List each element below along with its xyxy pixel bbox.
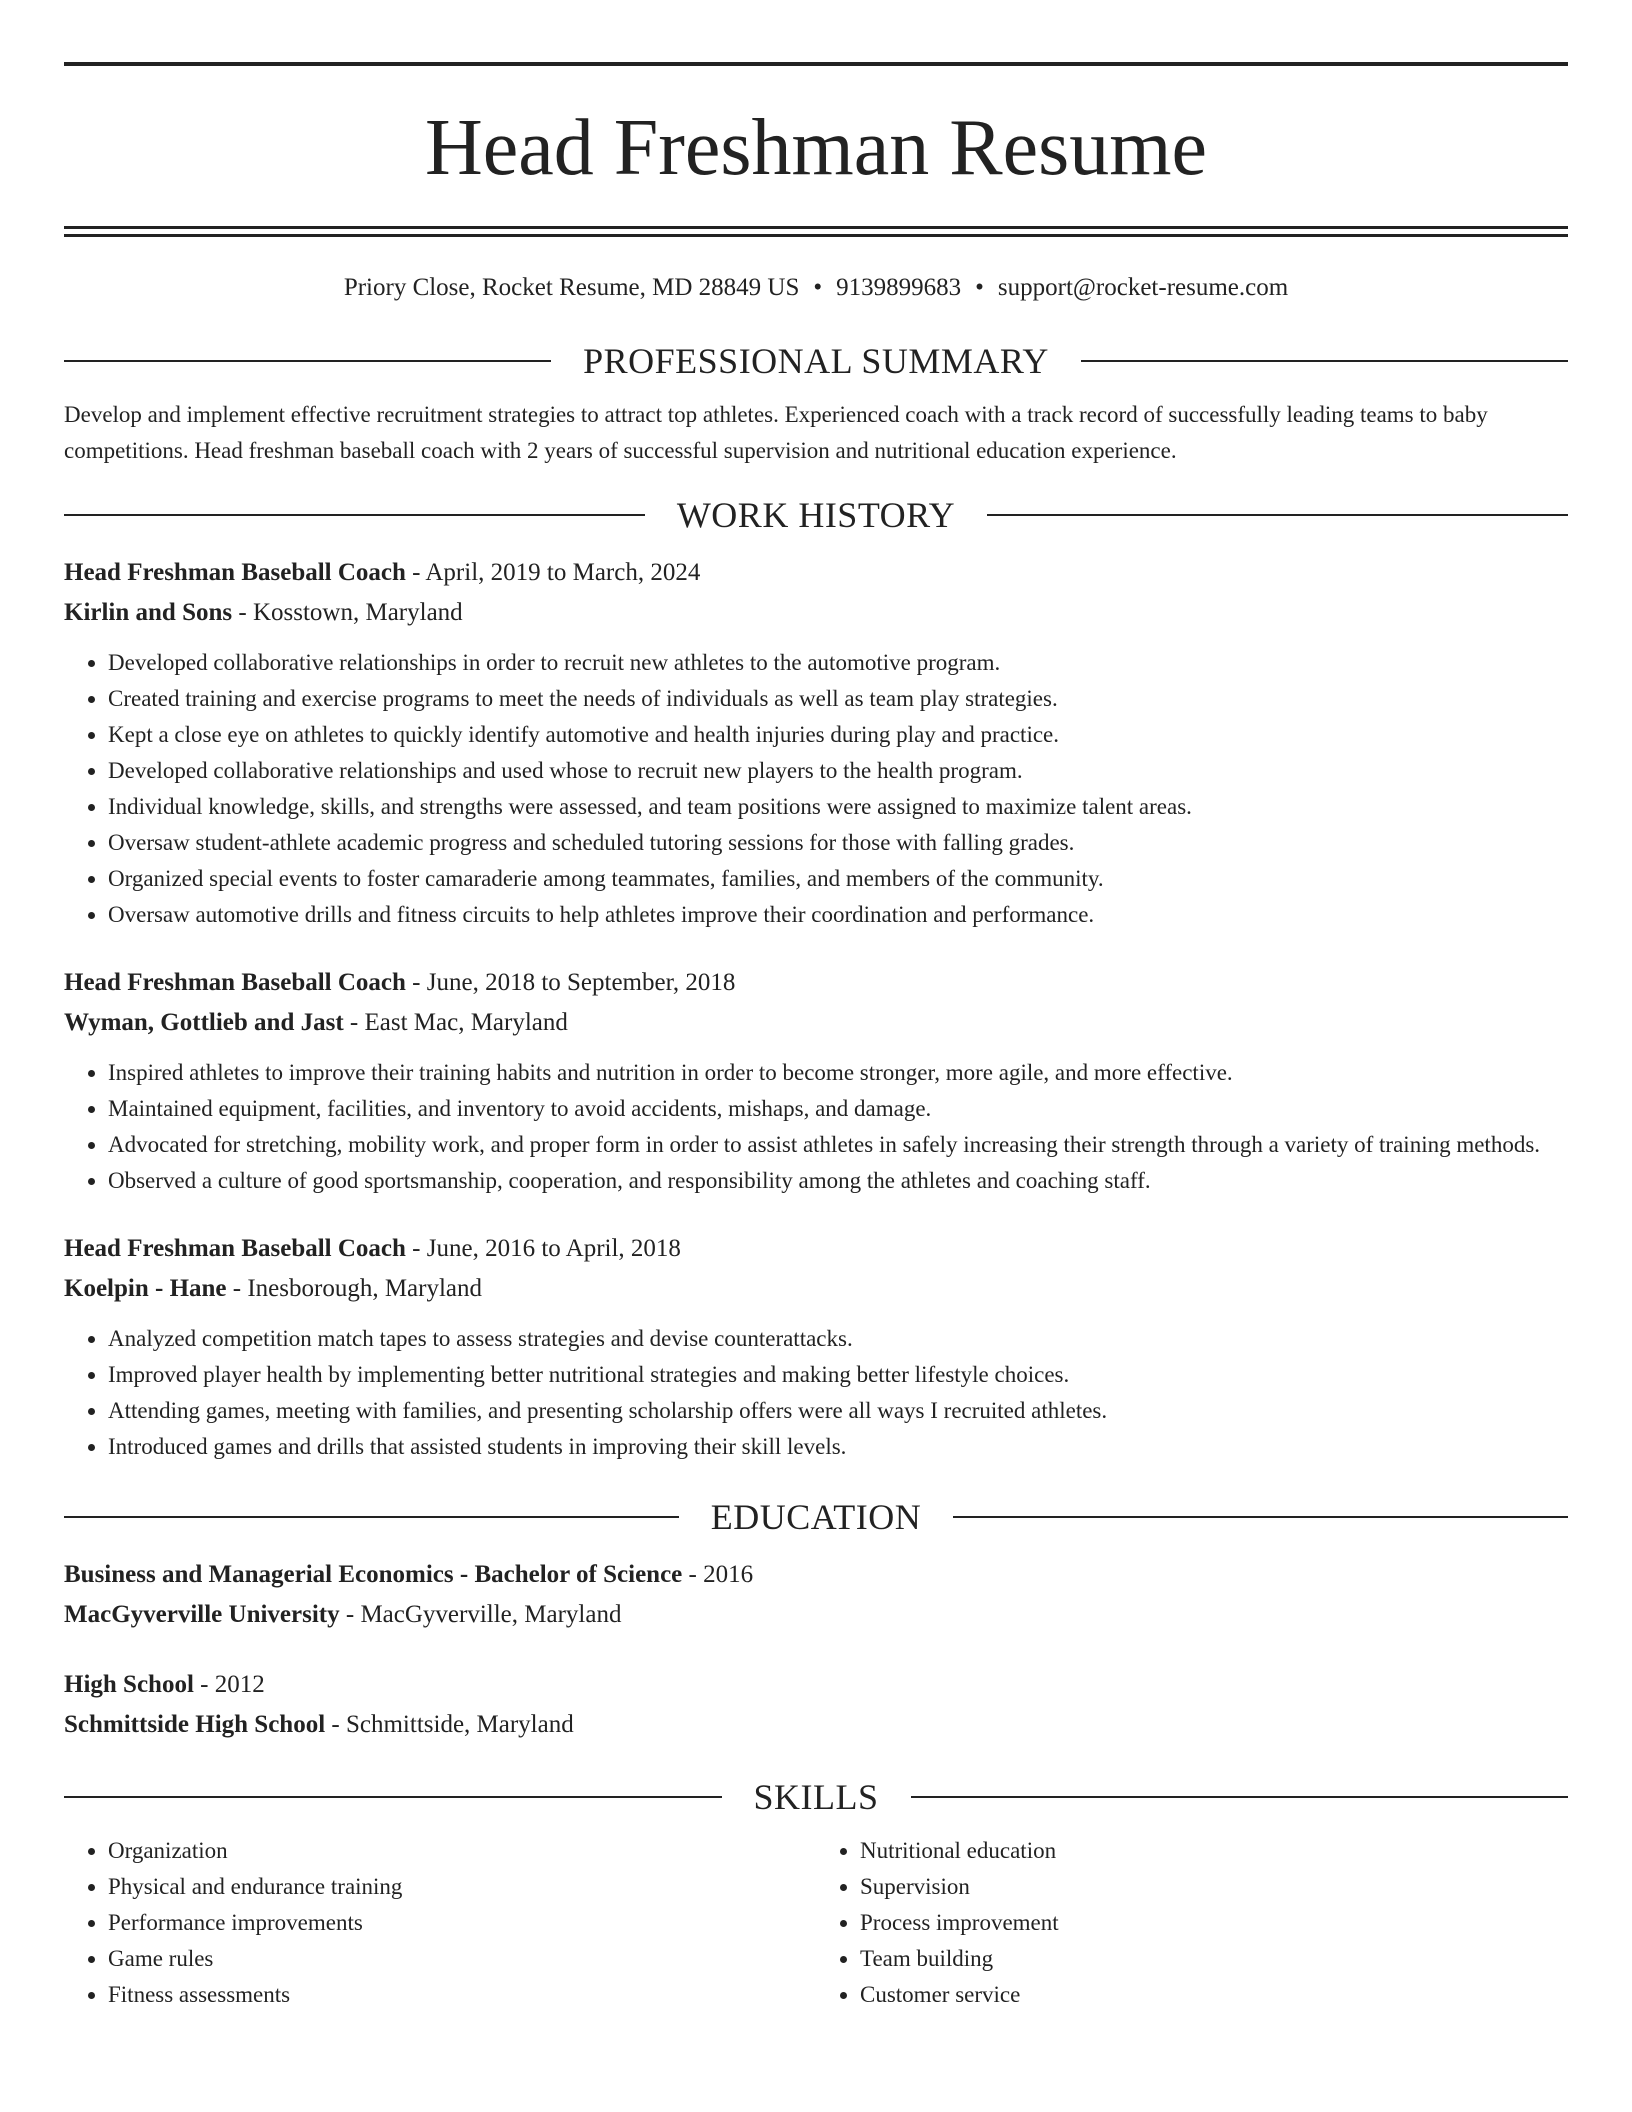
skills-list-left [64, 1833, 816, 2013]
top-rule [64, 62, 1568, 66]
job-location: - Inesborough, Maryland [226, 1275, 483, 1302]
contact-line [64, 271, 1568, 305]
section-heading-summary [64, 339, 1568, 383]
job-location: - East Mac, Maryland [343, 1009, 568, 1036]
list-item: • Introduced games and drills that assisted students in improving their skill levels. [108, 1429, 1568, 1465]
section-rule [987, 514, 1568, 516]
contact-address: Priory Close, Rocket Resume, MD 28849 US [343, 274, 800, 301]
list-item: • Inspired athletes to improve their training habits and nutrition in order to become stronger, more agile, and more effective. [108, 1055, 1568, 1091]
skill-item: • Customer service [860, 1977, 1568, 2013]
section-rule [64, 1516, 679, 1518]
skill-item: • Physical and endurance training [108, 1869, 816, 1905]
section-title: SKILLS [753, 1777, 879, 1817]
list-item: • Improved player health by implementing better nutritional strategies and making better lifestyle choices. [108, 1357, 1568, 1393]
school: Schmittside High School [64, 1711, 326, 1738]
section-rule [953, 1516, 1568, 1518]
skill-item: • Performance improvements [108, 1905, 816, 1941]
job-company-line [64, 1269, 1568, 1309]
skill-item: • Team building [860, 1941, 1568, 1977]
section-heading-education [64, 1495, 1568, 1539]
section-title: EDUCATION [710, 1497, 922, 1537]
degree-year: - 2012 [193, 1671, 265, 1698]
job-location: - Kosstown, Maryland [232, 599, 463, 626]
job-company: Wyman, Gottlieb and Jast [64, 1009, 344, 1036]
skill-item: • Process improvement [860, 1905, 1568, 1941]
section-rule [911, 1796, 1569, 1798]
job-dates: - April, 2019 to March, 2024 [405, 559, 701, 586]
list-item: • Created training and exercise programs to meet the needs of individuals as well as team play strategies. [108, 681, 1568, 717]
list-item: • Attending games, meeting with families, and presenting scholarship offers were all ways I recruited athletes. [108, 1393, 1568, 1429]
education-entry [64, 1665, 1568, 1745]
skill-item: • Nutritional education [860, 1833, 1568, 1869]
section-rule [1081, 360, 1568, 362]
job-bullets [64, 1321, 1568, 1465]
school-location: - MacGyverville, Maryland [339, 1601, 622, 1628]
job-entry [64, 553, 1568, 933]
job-title-line [64, 553, 1568, 593]
resume-page [64, 62, 1568, 2013]
list-item: • Developed collaborative relationships and used whose to recruit new players to the health program. [108, 753, 1568, 789]
job-title: Head Freshman Baseball Coach [64, 559, 406, 586]
job-title: Head Freshman Baseball Coach [64, 969, 406, 996]
list-item: • Oversaw automotive drills and fitness circuits to help athletes improve their coordination and performance. [108, 897, 1568, 933]
job-company: Kirlin and Sons [64, 599, 233, 626]
degree-line [64, 1665, 1568, 1705]
section-heading-skills [64, 1775, 1568, 1819]
contact-email: support@rocket-resume.com [997, 274, 1289, 301]
job-company-line [64, 593, 1568, 633]
list-item: • Developed collaborative relationships in order to recruit new athletes to the automotive program. [108, 645, 1568, 681]
degree-line [64, 1555, 1568, 1595]
section-heading-work [64, 493, 1568, 537]
list-item: • Kept a close eye on athletes to quickly identify automotive and health injuries during play and practice. [108, 717, 1568, 753]
skill-item: • Game rules [108, 1941, 816, 1977]
skill-item: • Supervision [860, 1869, 1568, 1905]
job-bullets [64, 1055, 1568, 1199]
degree-year: - 2016 [682, 1561, 754, 1588]
list-item: • Oversaw student-athlete academic progress and scheduled tutoring sessions for those with falling grades. [108, 825, 1568, 861]
title-double-rule [64, 226, 1568, 237]
list-item: • Organized special events to foster camaraderie among teammates, families, and members of the community. [108, 861, 1568, 897]
job-dates: - June, 2018 to September, 2018 [405, 969, 736, 996]
school-line [64, 1705, 1568, 1745]
job-title-line [64, 963, 1568, 1003]
job-title-line [64, 1229, 1568, 1269]
school: MacGyverville University [64, 1601, 340, 1628]
list-item: • Maintained equipment, facilities, and inventory to avoid accidents, mishaps, and damage. [108, 1091, 1568, 1127]
job-entry [64, 1229, 1568, 1465]
contact-phone: 9139899683 [836, 274, 962, 301]
contact-separator: • [975, 274, 984, 301]
skill-item: • Organization [108, 1833, 816, 1869]
page-title: Head Freshman Resume [424, 104, 1208, 192]
list-item: • Advocated for stretching, mobility work, and proper form in order to assist athletes in safely increasing their strength through a variety of training methods. [108, 1127, 1568, 1163]
job-dates: - June, 2016 to April, 2018 [405, 1235, 681, 1262]
job-company-line [64, 1003, 1568, 1043]
job-title: Head Freshman Baseball Coach [64, 1235, 406, 1262]
degree: High School [64, 1671, 194, 1698]
job-entry [64, 963, 1568, 1199]
job-company: Koelpin - Hane [64, 1275, 227, 1302]
list-item: • Individual knowledge, skills, and strengths were assessed, and team positions were assigned to maximize talent areas. [108, 789, 1568, 825]
summary-text: Develop and implement effective recruitment strategies to attract top athletes. Experienced coach with a track record of successfully leading teams to baby competitions. Head freshman baseball coach with 2 years of successful supervision and nutritional education experience. [64, 402, 1488, 463]
list-item: • Observed a culture of good sportsmanship, cooperation, and responsibility among the athletes and coaching staff. [108, 1163, 1568, 1199]
skills-columns [64, 1833, 1568, 2013]
school-line [64, 1595, 1568, 1635]
degree: Business and Managerial Economics - Bachelor of Science [64, 1561, 683, 1588]
section-title: WORK HISTORY [676, 495, 956, 535]
section-rule [64, 1796, 722, 1798]
school-location: - Schmittside, Maryland [325, 1711, 574, 1738]
list-item: • Analyzed competition match tapes to assess strategies and devise counterattacks. [108, 1321, 1568, 1357]
section-rule [64, 360, 551, 362]
section-title: PROFESSIONAL SUMMARY [583, 341, 1049, 381]
skills-list-right [816, 1833, 1568, 2013]
job-bullets [64, 645, 1568, 933]
education-entry [64, 1555, 1568, 1635]
contact-separator: • [813, 274, 823, 301]
skill-item: • Fitness assessments [108, 1977, 816, 2013]
section-rule [64, 514, 645, 516]
